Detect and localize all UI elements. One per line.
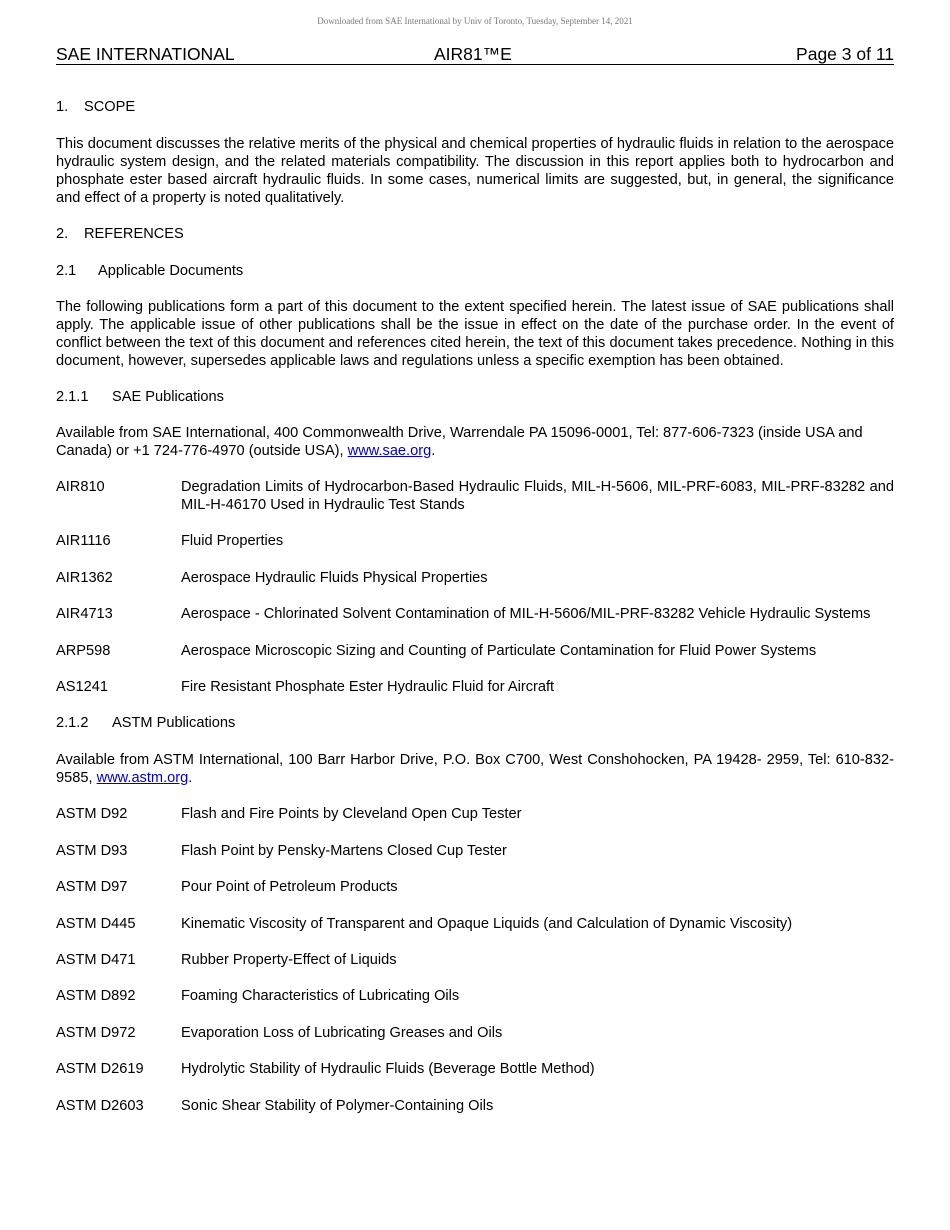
- reference-item: [56, 605, 894, 623]
- reference-title: Sonic Shear Stability of Polymer-Containing Oils: [181, 1098, 494, 1114]
- section-sae-heading: 2.1.1 SAE Publications: [56, 389, 224, 405]
- reference-item: [56, 642, 894, 660]
- astm-availability-paragraph: Available from ASTM International, 100 Barr Harbor Drive, P.O. Box C700, West Conshohocken, PA 19428- 2959, Tel: 610-832-9585, www.astm.org.: [56, 752, 894, 786]
- page-content: [56, 98, 894, 1115]
- reference-item: [56, 1097, 894, 1115]
- reference-item: [56, 842, 894, 860]
- reference-item: [56, 878, 894, 896]
- section-scope-heading: 1. SCOPE: [56, 99, 136, 115]
- sae-availability-paragraph: Available from SAE International, 400 Commonwealth Drive, Warrendale PA 15096-0001, Tel: 877-606-7323 (inside USA and Canada) or +1 724-776-4970 (outside USA), www.sae.org.: [56, 425, 863, 459]
- reference-code: ASTM D93: [56, 843, 128, 859]
- reference-title: Flash and Fire Points by Cleveland Open Cup Tester: [181, 806, 522, 822]
- page-header: [56, 44, 894, 65]
- reference-title: Fluid Properties: [181, 533, 284, 549]
- reference-item: [56, 569, 894, 587]
- scope-paragraph: This document discusses the relative merits of the physical and chemical properties of hydraulic fluids in relation to the aerospace hydraulic system design, and the related materials compatibility. The discussion in this report applies both to hydrocarbon and phosphate ester based aircraft hydraulic fluids. In some cases, numerical limits are suggested, but, in general, the significance and effect of a property is noted qualitatively.: [56, 136, 894, 206]
- reference-code: AIR1116: [56, 533, 111, 549]
- reference-code: AIR1362: [56, 570, 113, 586]
- reference-code: ASTM D445: [56, 916, 136, 932]
- header-doc-id: AIR81™E: [434, 44, 512, 64]
- reference-title: Hydrolytic Stability of Hydraulic Fluids (Beverage Bottle Method): [181, 1061, 595, 1077]
- reference-code: ASTM D92: [56, 806, 128, 822]
- reference-item: [56, 1024, 894, 1042]
- header-page-number: Page 3 of 11: [796, 44, 894, 64]
- reference-title: Aerospace - Chlorinated Solvent Contamination of MIL-H-5606/MIL-PRF-83282 Vehicle Hydraulic Systems: [181, 606, 871, 622]
- reference-title: Degradation Limits of Hydrocarbon-Based Hydraulic Fluids, MIL-H-5606, MIL-PRF-6083, MIL-PRF-83282 and MIL-H-46170 Used in Hydraulic Test Stands: [181, 479, 894, 513]
- reference-code: ASTM D2603: [56, 1098, 144, 1114]
- reference-code: ASTM D2619: [56, 1061, 144, 1077]
- reference-title: Evaporation Loss of Lubricating Greases and Oils: [181, 1025, 503, 1041]
- reference-code: AIR810: [56, 479, 105, 495]
- reference-code: ASTM D471: [56, 952, 136, 968]
- reference-code: AIR4713: [56, 606, 113, 622]
- reference-item: [56, 805, 894, 823]
- reference-code: ASTM D892: [56, 988, 136, 1004]
- astm-website-link[interactable]: www.astm.org: [96, 770, 189, 786]
- reference-title: Flash Point by Pensky-Martens Closed Cup Tester: [181, 843, 507, 859]
- reference-item: [56, 987, 894, 1005]
- section-astm-heading: 2.1.2 ASTM Publications: [56, 715, 236, 731]
- reference-code: ARP598: [56, 643, 111, 659]
- reference-code: ASTM D972: [56, 1025, 136, 1041]
- astm-reference-list: [56, 805, 894, 1115]
- sae-website-link[interactable]: www.sae.org: [347, 443, 432, 459]
- reference-item: [56, 951, 894, 969]
- reference-title: Fire Resistant Phosphate Ester Hydraulic Fluid for Aircraft: [181, 679, 555, 695]
- reference-title: Kinematic Viscosity of Transparent and Opaque Liquids (and Calculation of Dynamic Viscosity): [181, 916, 793, 932]
- section-applicable-heading: 2.1 Applicable Documents: [56, 263, 244, 279]
- reference-title: Pour Point of Petroleum Products: [181, 879, 398, 895]
- reference-item: [56, 915, 894, 933]
- reference-code: AS1241: [56, 679, 108, 695]
- reference-item: [56, 678, 894, 696]
- reference-item: [56, 478, 894, 514]
- download-watermark: Downloaded from SAE International by Univ of Toronto, Tuesday, September 14, 2021: [317, 16, 633, 26]
- header-org: SAE INTERNATIONAL: [56, 44, 235, 64]
- reference-title: Aerospace Hydraulic Fluids Physical Properties: [181, 570, 488, 586]
- reference-title: Aerospace Microscopic Sizing and Counting of Particulate Contamination for Fluid Power Systems: [181, 643, 817, 659]
- reference-title: Rubber Property-Effect of Liquids: [181, 952, 397, 968]
- reference-code: ASTM D97: [56, 879, 128, 895]
- reference-item: [56, 1060, 894, 1078]
- sae-reference-list: [56, 478, 894, 696]
- applicable-paragraph: The following publications form a part of this document to the extent specified herein. The latest issue of SAE publications shall apply. The applicable issue of other publications shall be the issue in effect on the date of the purchase order. In the event of conflict between the text of this document and references cited herein, the text of this document takes precedence. Nothing in this document, however, supersedes applicable laws and regulations unless a specific exemption has been obtained.: [56, 299, 894, 369]
- section-references-heading: 2. REFERENCES: [56, 226, 184, 242]
- reference-title: Foaming Characteristics of Lubricating Oils: [181, 988, 460, 1004]
- reference-item: [56, 532, 894, 550]
